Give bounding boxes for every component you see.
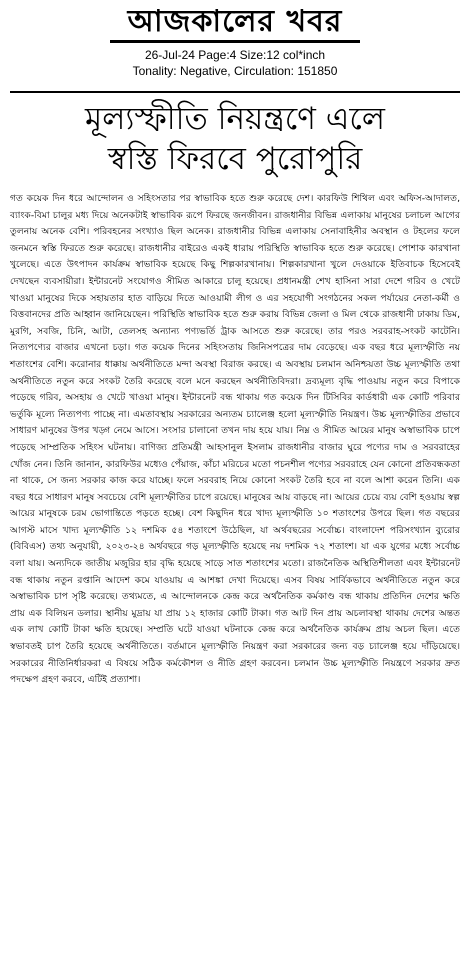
article-headline: [10, 99, 460, 179]
newspaper-masthead: আজকালের খবর: [110, 0, 360, 43]
headline-line-2: স্বস্তি ফিরবে পুরোপুরি: [107, 141, 363, 177]
headline-line-1: মূল্যস্ফীতি নিয়ন্ত্রণে এলে: [85, 101, 385, 137]
article-body: গত কয়েক দিন ধরে আন্দোলন ও সহিংসতার পর স্বাভাবিক হতে শুরু করেছে দেশ। কারফিউ শিথিল এবং অফিস-আদালত, ব্যাংক-বিমা চালুর মধ্য দিয়ে অনেকটাই স্বাভাবিক রূপে ফিরছে জনজীবন। রাজধানীর বিভিন্ন এলাকায় মানুষের চলাচল আগের তুলনায় অনেক বেশি। পরিবহনের সংখ্যাও ছিল অনেক। রাজধানীর বিভিন্ন এলাকায় সেনাবাহিনীর অবস্থান ও টহলের ফলে জনমনে স্বস্তি ফিরতে শুরু করেছে। রাজধানীর বাইরেও একই ধারায় পরিস্থিতি স্বাভাবিক হতে শুরু করেছে। পোশাক কারখানা খুলেছে। এতে উৎপাদন কার্যক্রম স্বাভাবিক হয়েছে কিছু শিল্পকারখানায়। শিল্পকারখানা খুলে দেওয়াকে ইতিবাচক হিসেবেই দেখছেন ব্যবসায়ীরা। ইন্টারনেট সংযোগও সীমিত আকারে চালু হয়েছে। প্রধানমন্ত্রী শেখ হাসিনা সারা দেশে গরিব ও খেটে খাওয়া মানুষের দিকে সহায়তার হাত বাড়িয়ে দিতে আওয়ামী লীগ ও এর সহযোগী সংগঠনের সকল পর্যায়ের নেতা-কর্মী ও বিত্তবানদের প্রতি আহ্বান জানিয়েছেন। পরিস্থিতি স্বাভাবিক হতে শুরু করায় বিভিন্ন জেলা ও মিল থেকে রাজধানী ঢাকায় ডিম, মুরগি, সবজি, চিনি, আটা, তেলসহ অন্যান্য পণ্যভর্তি ট্রাক আসতে শুরু করেছে। তার পরও সরবরাহ-সংকট কাটেনি। নিত্যপণ্যের বাজার এখনো চড়া। গত কয়েক দিনের সহিংসতায় জিনিসপত্রের দাম বেড়েছে। এক বছর ধরে মূল্যস্ফীতি নয় শতাংশের বেশি। করোনার ধাক্কায় অর্থনীতিতে মন্দা অবস্থা বিরাজ করছে। এ অবস্থায় চলমান অনিশ্চয়তা উচ্চ মূল্যস্ফীতি তথা অর্থনীতিতে নতুন করে সংকট তৈরি করেছে বলে মনে করছেন অর্থনীতিবিদরা। দ্রব্যমূল্য বৃদ্ধি পাওয়ায় নতুন করে বিপাকে পড়েছে গরিব, অসহায় ও খেটে খাওয়া মানুষ। ইন্টারনেট বন্ধ থাকায় গত কয়েক দিন টিসিবির কার্ডধারী এক কোটি পরিবার ভর্তুকি মূল্যে নিত্যপণ্য পাচ্ছে না। এমতাবস্থায় সরকারের অন্যতম চ্যালেঞ্জ হলো মূল্যস্ফীতি নিয়ন্ত্রণ। উচ্চ মূল্যস্ফীতির প্রভাবে সাধারণ মানুষের উপর খড়্গ নেমে আসে। সংসার চালানো তখন দায় হয়ে যায়। নিম্ন ও সীমিত আয়ের মানুষ অস্বাভাবিক চাপে পড়েছে সাম্প্রতিক সহিংস ঘটনায়। বাণিজ্য প্রতিমন্ত্রী আহসানুল ইসলাম রাজধানীর বাজার ঘুরে পণ্যের দাম ও সরবরাহের খোঁজ নেন। তিনি জানান, কারফিউর মধ্যেও পেঁয়াজ, কাঁচা মরিচের মতো পচনশীল পণ্যের সরবরাহে যেন কোনো প্রতিবন্ধকতা না থাকে, সে জন্য সরকার কাজ করে যাচ্ছে। ফলে সরবরাহ নিয়ে কোনো সংকট তৈরি হবে না বলে আশা করেন তিনি। এক বছর ধরে সাধারণ মানুষ সবচেয়ে বেশি মূল্যস্ফীতির চাপে রয়েছে। মানুষের আয় বাড়ছে না। আয়ের চেয়ে ব্যয় বেশি হওয়ায় স্বল্প আয়ের মানুষকে চরম ভোগান্তিতে পড়তে হচ্ছে। বেশ কিছুদিন ধরে খাদ্য মূল্যস্ফীতি ১০ শতাংশের উপরে ছিল। গত বছরের আগস্ট মাসে খাদ্য মূল্যস্ফীতি ১২ দশমিক ৫৪ শতাংশে উঠেছিল, যা অর্থবছরের সর্বোচ্চ। বাংলাদেশ পরিসংখ্যান ব্যুরোর (বিবিএস) তথ্য অনুযায়ী, ২০২৩-২৪ অর্থবছরে গড় মূল্যস্ফীতি হয়েছে নয় দশমিক ৭২ শতাংশ। যা এক যুগের মধ্যে সর্বোচ্চ বলা যায়। অন্যদিকে জাতীয় মজুরির হার বৃদ্ধি হয়েছে সাড়ে সাত শতাংশের মতো। রাজনৈতিক অস্থিতিশীলতা এবং ইন্টারনেট বন্ধ থাকায় নতুন রপ্তানি আদেশ কমে যাওয়ায় এ আশঙ্কা দেখা দিয়েছে। এসব বিষয় সার্বিকভাবে অর্থনীতিতে নতুন করে অস্বাভাবিক চাপ সৃষ্টি করেছে। তথ্যমতে, এ আন্দোলনকে কেন্দ্র করে অর্থনৈতিক কর্মকাণ্ড বন্ধ থাকায় প্রতিদিন দেশের ক্ষতি প্রায় এক বিলিয়ন ডলার। স্থানীয় মুদ্রায় যা প্রায় ১২ হাজার কোটি টাকা। গত আট দিন প্রায় অচলাবস্থা থাকায় দেশের অন্তত এক লাখ কোটি টাকা ক্ষতি হয়েছে। সম্প্রতি ঘটে যাওয়া ঘটনাকে কেন্দ্র করে অর্থনৈতিক কার্যক্রম প্রায় অচল ছিল। এতে স্বভাবতই চাপ তৈরি হয়েছে অর্থনীতিতে। বর্তমানে মূল্যস্ফীতি নিয়ন্ত্রণ করা সরকারের জন্য বড় চ্যালেঞ্জ হয়ে দাঁড়িয়েছে। সরকারের নীতিনির্ধারকরা এ বিষয়ে সঠিক কর্মকৌশল ও নীতি গ্রহণ করবেন। চলমান উচ্চ মূল্যস্ফীতি নিয়ন্ত্রণে সরকার দ্রুত পদক্ষেপ গ্রহণ করবে, এটিই প্রত্যাশা।: [10, 193, 460, 686]
clipping-meta-tonality: Tonality: Negative, Circulation: 151850: [132, 64, 338, 78]
clipping-meta-date-page: 26-Jul-24 Page:4 Size:12 col*inch: [144, 48, 326, 62]
headline-box: [10, 91, 460, 185]
